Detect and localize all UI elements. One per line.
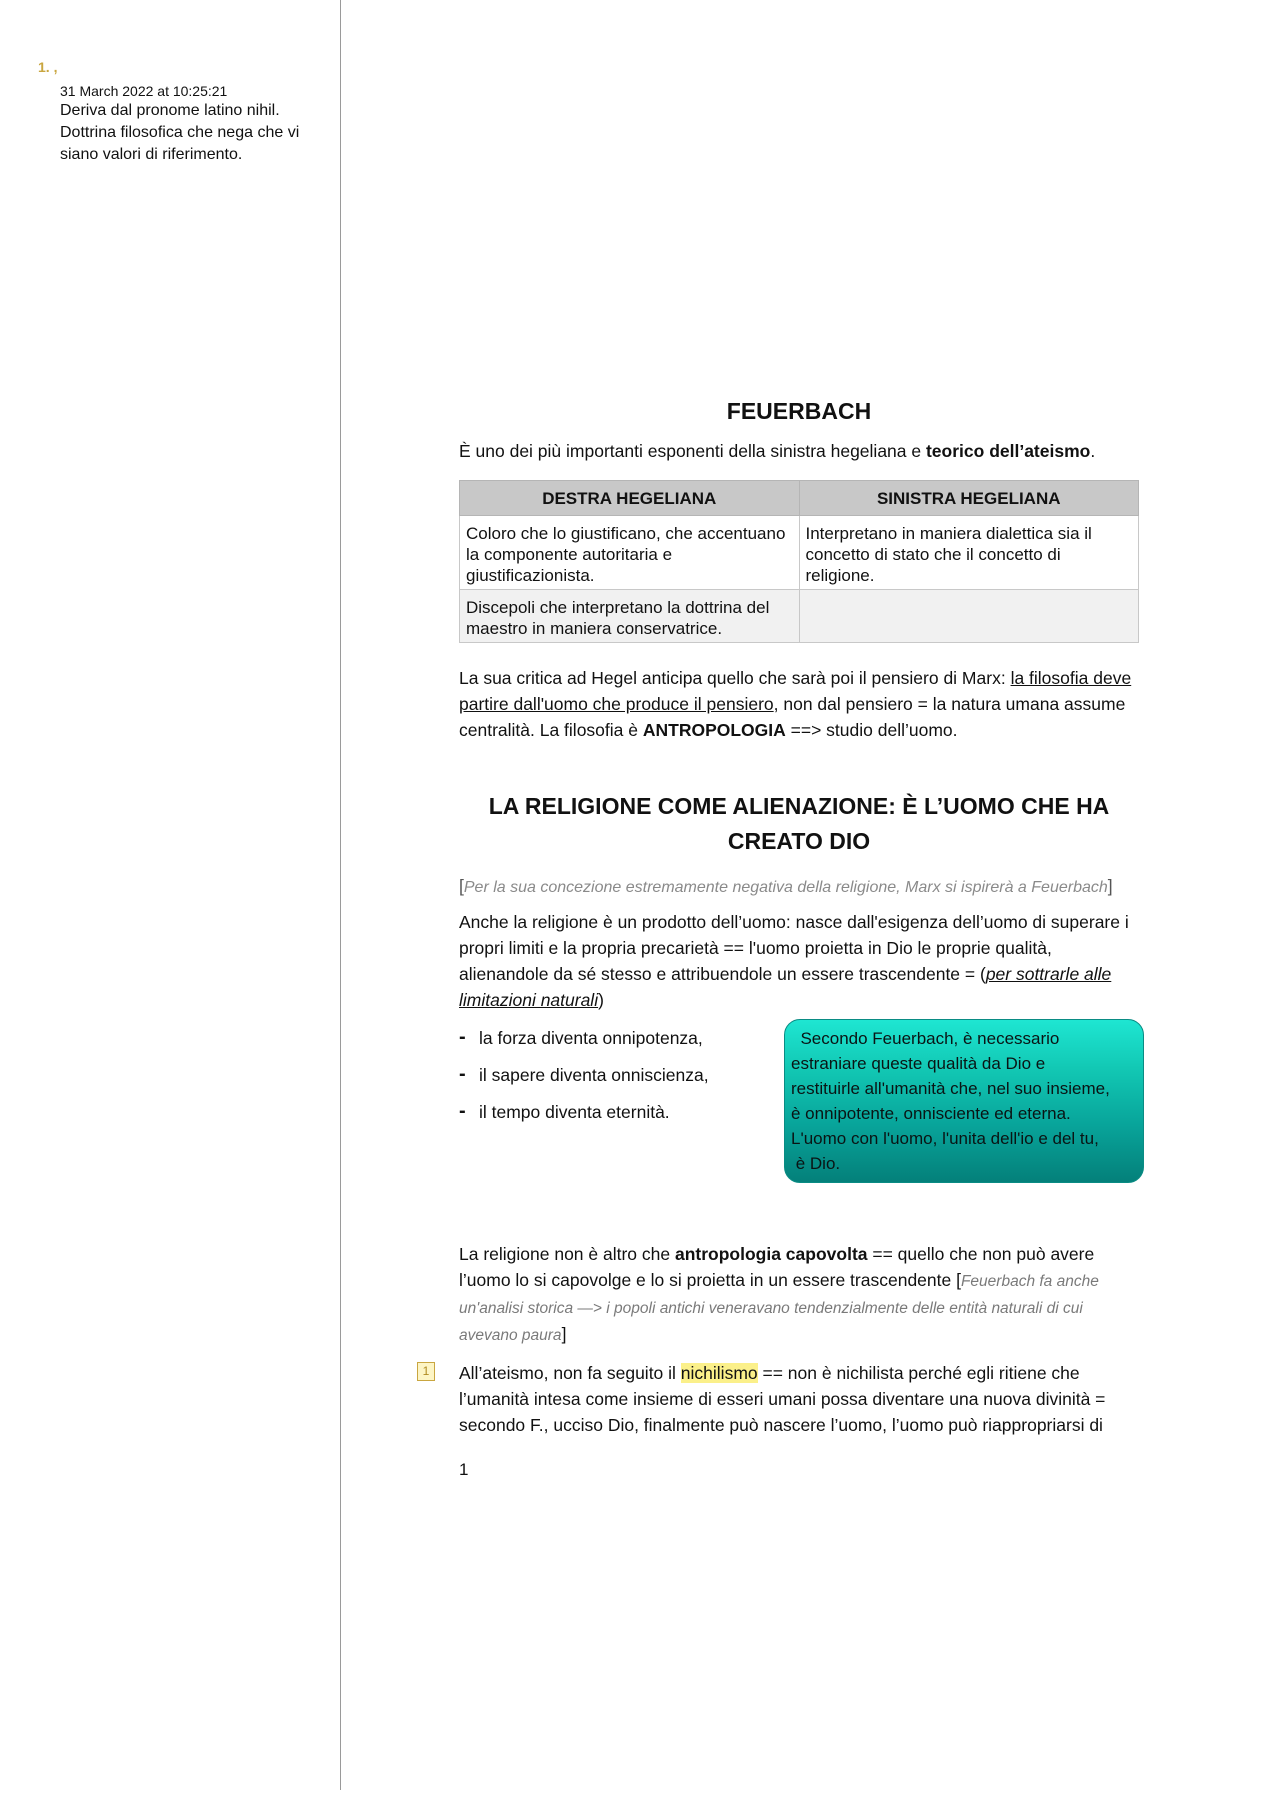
comment-text bbox=[38, 100, 328, 166]
callout-line: L'uomo con l'uomo, l'unita dell'io e del tu, bbox=[791, 1129, 1099, 1148]
callout-line: è onnipotente, onnisciente ed eterna. bbox=[791, 1104, 1071, 1123]
callout-box bbox=[784, 1019, 1144, 1183]
inverted-text: == quello che non può avere l’uomo lo si capovolge e lo si proietta in un essere trascendente [ bbox=[459, 1244, 1095, 1290]
dash-icon: - bbox=[459, 1026, 466, 1048]
inverted-bold: antropologia capovolta bbox=[674, 1244, 868, 1264]
intro-text: È uno dei più importanti esponenti della sinistra hegeliana e bbox=[459, 441, 926, 461]
comment-line: siano valori di riferimento. bbox=[60, 146, 243, 163]
bullets-and-callout bbox=[459, 1019, 1139, 1191]
atheism-text: All’ateismo, non fa seguito il bbox=[459, 1363, 681, 1383]
document-body bbox=[422, 396, 1139, 1438]
comment-line: Dottrina filosofica che nega che vi bbox=[60, 124, 300, 141]
critique-text: La sua critica ad Hegel anticipa quello che sarà poi il pensiero di Marx: bbox=[459, 668, 1011, 688]
callout-line: Secondo Feuerbach, è necessario bbox=[791, 1029, 1060, 1048]
highlighted-word[interactable]: nichilismo bbox=[680, 1363, 758, 1383]
comment-number: 1. , bbox=[38, 59, 58, 75]
table-row bbox=[460, 516, 1139, 590]
section-title: LA RELIGIONE COME ALIENAZIONE: È L’UOMO CHE HA CREATO DIO bbox=[488, 793, 1110, 854]
bullet-list bbox=[459, 1025, 759, 1136]
table-row bbox=[460, 590, 1139, 643]
inverted-text: La religione non è altro che bbox=[459, 1244, 675, 1264]
bracket: ] bbox=[1107, 876, 1113, 896]
callout-line: è Dio. bbox=[791, 1154, 841, 1173]
dash-icon: - bbox=[459, 1100, 466, 1122]
comment-date: 31 March 2022 at 10:25:21 bbox=[60, 83, 228, 99]
list-item bbox=[459, 1062, 759, 1099]
dash-icon: - bbox=[459, 1063, 466, 1085]
inverted-close: ] bbox=[561, 1324, 567, 1344]
list-item bbox=[459, 1025, 759, 1062]
table-header: SINISTRA HEGELIANA bbox=[799, 481, 1139, 516]
atheism-paragraph bbox=[422, 1360, 1139, 1438]
note-paragraph bbox=[459, 873, 1139, 901]
table-header-row bbox=[460, 481, 1139, 516]
note-text: Per la sua concezione estremamente negativa della religione, Marx si ispirerà a Feuerbach bbox=[463, 879, 1108, 896]
religion-close: ) bbox=[598, 990, 604, 1010]
critique-paragraph bbox=[459, 665, 1139, 743]
comment[interactable] bbox=[38, 56, 328, 166]
intro-suffix: . bbox=[1090, 441, 1096, 461]
callout-line: estraniare queste qualità da Dio e bbox=[791, 1054, 1046, 1073]
religion-text: Anche la religione è un prodotto dell’uomo: nasce dall'esigenza dell’uomo di superare i propri limiti e la propria precarietà == l'uomo proietta in Dio le proprie qualità, alienandole da sé stesso e attribuendole un essere trascendente = ( bbox=[459, 912, 1129, 984]
table-cell: Coloro che lo giustificano, che accentuano la componente autoritaria e giustificazionista. bbox=[460, 516, 800, 590]
comment-line: Deriva dal pronome latino nihil. bbox=[60, 102, 280, 119]
religion-paragraph bbox=[459, 909, 1139, 1013]
list-item bbox=[459, 1099, 759, 1136]
table-header: DESTRA HEGELIANA bbox=[460, 481, 800, 516]
comment-marker[interactable]: 1 bbox=[417, 1362, 435, 1381]
inverted-anthropology-paragraph bbox=[459, 1241, 1139, 1348]
intro-paragraph bbox=[459, 438, 1139, 464]
table-cell bbox=[799, 590, 1139, 643]
callout-line: restituirle all'umanità che, nel suo insieme, bbox=[791, 1079, 1110, 1098]
bracket: [ bbox=[459, 876, 464, 896]
comment-sidebar bbox=[0, 0, 341, 1790]
critique-suffix: ==> studio dell’uomo. bbox=[785, 720, 958, 740]
intro-bold: teorico dell’ateismo bbox=[925, 441, 1091, 461]
bullet-text: la forza diventa onnipotenza, bbox=[479, 1028, 703, 1048]
critique-text: , non dal pensiero = la natura umana assume centralità. La filosofia è bbox=[459, 694, 1126, 740]
inverted-italic-note: Feuerbach fa anche un'analisi storica —> i popoli antichi veneravano tendenzialmente delle entità naturali di cui avevano paura bbox=[459, 1273, 1099, 1344]
table-cell: Discepoli che interpretano la dottrina del maestro in maniera conservatrice. bbox=[460, 590, 800, 643]
page-title: FEUERBACH bbox=[726, 398, 872, 424]
bullet-text: il sapere diventa onniscienza, bbox=[479, 1065, 709, 1085]
bullet-text: il tempo diventa eternità. bbox=[479, 1102, 670, 1122]
hegelian-table bbox=[459, 480, 1139, 643]
religion-underlined: per sottrarle alle limitazioni naturali bbox=[459, 964, 1112, 1010]
table-cell: Interpretano in maniera dialettica sia il concetto di stato che il concetto di religione. bbox=[799, 516, 1139, 590]
atheism-text: == non è nichilista perché egli ritiene che l’umanità intesa come insieme di esseri umani possa diventare una nuova divinità = secondo F., ucciso Dio, finalmente può nascere l’uomo, l’uomo può riappropriarsi di bbox=[459, 1363, 1106, 1435]
critique-underlined: la filosofia deve partire dall'uomo che produce il pensiero bbox=[459, 668, 1132, 714]
critique-bold: ANTROPOLOGIA bbox=[642, 720, 786, 740]
page-number: 1 bbox=[459, 1460, 469, 1479]
